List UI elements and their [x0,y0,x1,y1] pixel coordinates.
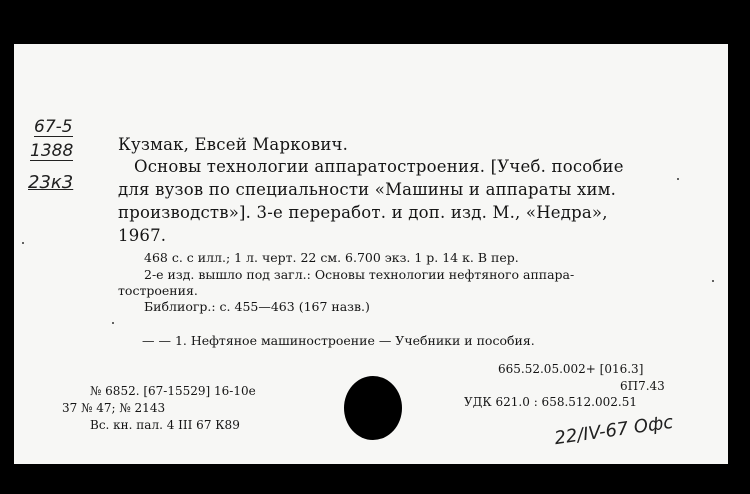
classification-line-2: 6П7.43 [620,379,665,393]
record-line-3: Вс. кн. пал. 4 III 67 К89 [90,418,240,432]
handwritten-code-top: 67-5 [34,117,73,137]
title-line-2: для вузов по специальности «Машины и аппараты хим. [118,180,617,199]
scan-speck [112,322,114,324]
handwritten-code-left: 23к3 [28,172,74,193]
udk-line: УДК 621.0 : 658.512.002.51 [464,395,637,409]
edition-note-line-1: 2-е изд. вышло под загл.: Основы технологии нефтяного аппара- [144,267,575,282]
handwritten-code-mid: 1388 [30,141,74,161]
collation-line: 468 с. с илл.; 1 л. черт. 22 см. 6.700 экз. 1 р. 14 к. В пер. [144,250,519,265]
record-line-2: 37 № 47; № 2143 [62,401,166,415]
scan-speck [677,178,679,180]
classification-line-1: 665.52.05.002+ [016.3] [498,362,644,376]
title-line-3: производств»]. 3-е переработ. и доп. изд. М., «Недра», [118,203,608,222]
record-line-1: № 6852. [67-15529] 16-10е [90,384,256,398]
title-line-1: Основы технологии аппаратостроения. [Учеб. пособие [134,157,624,176]
edition-note-line-2: тостроения. [118,283,198,298]
catalog-card [14,44,728,464]
scan-speck [22,242,24,244]
bibliography-line: Библиогр.: с. 455—463 (167 назв.) [144,299,370,314]
punch-hole [344,376,402,440]
title-line-4: 1967. [118,226,167,245]
handwritten-signature: 22/IV-67 Офс [553,411,675,450]
subject-heading: — — 1. Нефтяное машиностроение — Учебники и пособия. [142,333,535,348]
scan-speck [712,280,714,282]
author-heading: Кузмак, Евсей Маркович. [118,135,349,154]
